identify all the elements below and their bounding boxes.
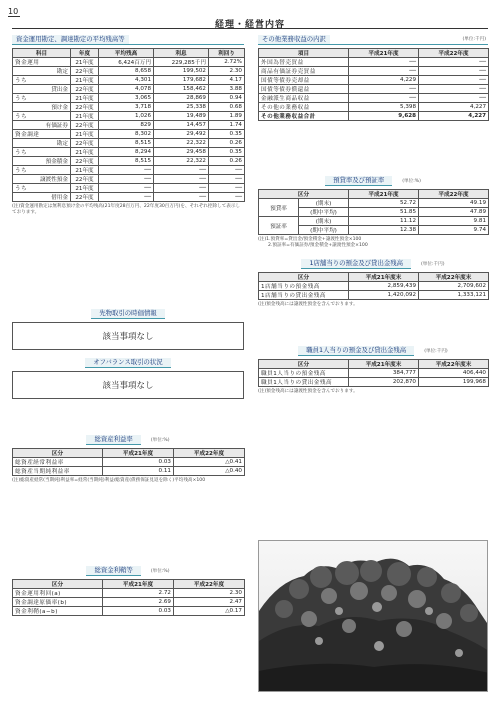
avg-balance-interest: 19,489 — [154, 112, 209, 121]
spread-value-y21: 2.69 — [103, 598, 174, 607]
deposit-ratio-table — [258, 189, 489, 235]
other-income-header-2: 平成22年度 — [419, 49, 489, 58]
avg-balance-year: 21年度 — [71, 148, 99, 157]
per-staff-value-y22: 199,968 — [419, 378, 489, 387]
other-income-value-y22: ── — [419, 85, 489, 94]
table-row — [13, 148, 245, 157]
table-row — [259, 291, 489, 300]
avg-balance-interest: ── — [154, 193, 209, 202]
avg-balance-balance: ── — [99, 175, 154, 184]
avg-balance-header-0: 科目 — [13, 49, 71, 58]
avg-balance-balance: 8,294 — [99, 148, 154, 157]
table-row — [13, 607, 245, 616]
avg-balance-balance: 4,301 — [99, 76, 154, 85]
table-row — [259, 369, 489, 378]
other-income-value-y21: 5,398 — [349, 103, 419, 112]
table-row — [259, 199, 489, 208]
other-income-total-y22: 4,227 — [419, 112, 489, 121]
deposit-ratio-header-0: 区分 — [259, 190, 349, 199]
deposit-ratio-unit: (単位:%) — [402, 179, 421, 184]
avg-balance-yield: 0.94 — [209, 94, 245, 103]
deposit-ratio-section — [258, 175, 488, 249]
avg-balance-row-label: 預金積金 — [13, 157, 71, 166]
spread-value-y22: △0.17 — [174, 607, 245, 616]
avg-balance-interest: 179,682 — [154, 76, 209, 85]
avg-balance-yield: ── — [209, 166, 245, 175]
per-store-header-2: 平成22年度末 — [419, 273, 489, 282]
avg-balance-yield: 0.26 — [209, 139, 245, 148]
table-row — [13, 112, 245, 121]
per-store-value-y22: 2,709,602 — [419, 282, 489, 291]
table-row — [13, 184, 245, 193]
roa-header — [12, 434, 244, 445]
page-number: 10 — [8, 7, 19, 16]
avg-balance-year: 21年度 — [71, 76, 99, 85]
table-row — [13, 598, 245, 607]
deposit-ratio-group-label: 預貸率 — [259, 199, 299, 217]
deposit-ratio-value-y22: 47.89 — [419, 208, 489, 217]
roa-header-2: 平成22年度 — [174, 449, 245, 458]
avg-balance-yield: 0.68 — [209, 103, 245, 112]
avg-balance-row-label: うち — [13, 112, 71, 121]
avg-balance-balance: 3,065 — [99, 94, 154, 103]
deposit-ratio-header — [258, 175, 488, 186]
avg-balance-row-label: 譲渡性預金 — [13, 175, 71, 184]
deposit-ratio-value-y21: 11.12 — [349, 217, 419, 226]
per-store-row-label: 1店舗当りの預金残高 — [259, 282, 349, 291]
per-store-value-y22: 1,333,121 — [419, 291, 489, 300]
per-staff-row-label: 職員1人当りの預金残高 — [259, 369, 349, 378]
forest-photo — [258, 540, 488, 692]
per-staff-value-y21: 202,870 — [349, 378, 419, 387]
avg-balance-yield: ── — [209, 184, 245, 193]
deposit-ratio-title: 預貸率及び預証率 — [325, 176, 392, 186]
avg-balance-balance: 829 — [99, 121, 154, 130]
avg-balance-balance: ── — [99, 193, 154, 202]
roa-value-y22: △0.41 — [174, 458, 245, 467]
roa-title: 総資産利益率 — [86, 435, 140, 445]
avg-balance-row-label: うち — [13, 184, 71, 193]
other-income-value-y22: ── — [419, 58, 489, 67]
avg-balance-row-label: うち — [13, 148, 71, 157]
avg-balance-interest: 199,502 — [154, 67, 209, 76]
roa-value-y21: 0.03 — [103, 458, 174, 467]
avg-balance-yield: ── — [209, 175, 245, 184]
per-store-value-y21: 1,420,092 — [349, 291, 419, 300]
avg-balance-yield: 2.30 — [209, 67, 245, 76]
deposit-ratio-value-y21: 12.38 — [349, 226, 419, 235]
spread-header-2: 平成22年度 — [174, 580, 245, 589]
roa-value-y22: △0.40 — [174, 467, 245, 476]
other-income-row-label: 国債等債券償還益 — [259, 85, 349, 94]
other-income-row-label: 外国為替売買益 — [259, 58, 349, 67]
avg-balance-year: 22年度 — [71, 121, 99, 130]
avg-balance-year: 21年度 — [71, 166, 99, 175]
avg-balance-interest: 28,869 — [154, 94, 209, 103]
avg-balance-row-label: 預け金 — [13, 103, 71, 112]
avg-balance-balance: 4,078 — [99, 85, 154, 94]
avg-balance-row-label: うち — [13, 94, 71, 103]
avg-balance-yield: 1.89 — [209, 112, 245, 121]
avg-balance-interest: 29,492 — [154, 130, 209, 139]
avg-balance-yield: 1.74 — [209, 121, 245, 130]
table-row — [259, 76, 489, 85]
avg-balance-title: 資金運用勘定、調達勘定の平均残高等 — [12, 35, 129, 44]
per-store-header — [258, 258, 488, 269]
avg-balance-interest: 22,322 — [154, 139, 209, 148]
deposit-ratio-sub-label: (期中平均) — [299, 208, 349, 217]
avg-balance-yield: 3.88 — [209, 85, 245, 94]
table-row — [13, 589, 245, 598]
other-income-row-label: 金融派生商品収益 — [259, 94, 349, 103]
table-row — [13, 175, 245, 184]
table-row — [13, 139, 245, 148]
avg-balance-balance: 8,515 — [99, 157, 154, 166]
futures-body: 該当事項なし — [12, 322, 244, 350]
avg-balance-year: 22年度 — [71, 175, 99, 184]
avg-balance-yield: ── — [209, 193, 245, 202]
other-income-total-y21: 9,628 — [349, 112, 419, 121]
avg-balance-interest: 14,457 — [154, 121, 209, 130]
spread-value-y22: 2.47 — [174, 598, 245, 607]
futures-section — [12, 308, 244, 350]
roa-note: (注)総資産経常(当期純)利益率=経常(当期純)利益/総資産(債務保証見返を除く)平均残高×100 — [12, 478, 206, 483]
avg-balance-year: 22年度 — [71, 193, 99, 202]
avg-balance-year: 22年度 — [71, 157, 99, 166]
deposit-ratio-sub-label: (期中平均) — [299, 226, 349, 235]
avg-balance-row-label: 勘定 — [13, 67, 71, 76]
table-row — [13, 67, 245, 76]
per-staff-header-2: 平成22年度末 — [419, 360, 489, 369]
table-row — [13, 103, 245, 112]
per-store-header-0: 区分 — [259, 273, 349, 282]
deposit-ratio-group-label: 預証率 — [259, 217, 299, 235]
per-store-note: (注)預金残高には譲渡性預金を含んでおります。 — [258, 302, 358, 307]
other-income-value-y22: 4,227 — [419, 103, 489, 112]
other-income-value-y22: ── — [419, 94, 489, 103]
per-store-value-y21: 2,859,439 — [349, 282, 419, 291]
table-row — [259, 103, 489, 112]
spread-table — [12, 579, 245, 616]
avg-balance-yield: 0.35 — [209, 148, 245, 157]
avg-balance-header-1: 年度 — [71, 49, 99, 58]
deposit-ratio-sub-label: (期末) — [299, 199, 349, 208]
per-staff-header-0: 区分 — [259, 360, 349, 369]
per-store-header-1: 平成21年度末 — [349, 273, 419, 282]
avg-balance-interest: 229,285千円 — [154, 58, 209, 67]
avg-balance-row-label: 勘定 — [13, 139, 71, 148]
per-store-unit: (単位:千円) — [421, 262, 445, 267]
roa-unit: (単位:%) — [150, 438, 170, 443]
spread-unit: (単位:%) — [150, 569, 170, 574]
per-staff-header-1: 平成21年度末 — [349, 360, 419, 369]
avg-balance-year: 21年度 — [71, 184, 99, 193]
avg-balance-interest: ── — [154, 184, 209, 193]
avg-balance-note: (注)資金運用勘定は無利息預け金の平均残高(21年度28百万円、22年度30百万円)を、それぞれ控除して表示しております。 — [12, 204, 241, 216]
avg-balance-section — [12, 35, 244, 216]
spread-header-1: 平成21年度 — [103, 580, 174, 589]
other-income-row-label: その他の業務収益 — [259, 103, 349, 112]
other-income-value-y22: ── — [419, 67, 489, 76]
spread-row-label: 資金利鞘(a−b) — [13, 607, 103, 616]
avg-balance-row-label: 貸出金 — [13, 85, 71, 94]
roa-header-1: 平成21年度 — [103, 449, 174, 458]
avg-balance-balance: ── — [99, 166, 154, 175]
avg-balance-balance: 8,302 — [99, 130, 154, 139]
avg-balance-interest: 25,338 — [154, 103, 209, 112]
spread-title: 総資金利鞘等 — [86, 566, 140, 576]
deposit-ratio-value-y22: 49.19 — [419, 199, 489, 208]
other-income-value-y21: 4,229 — [349, 76, 419, 85]
avg-balance-year: 21年度 — [71, 130, 99, 139]
spread-section — [12, 565, 244, 616]
spread-row-label: 資金運用利回(a) — [13, 589, 103, 598]
avg-balance-header-4: 利回り — [209, 49, 245, 58]
avg-balance-balance: 6,424百万円 — [99, 58, 154, 67]
deposit-ratio-value-y22: 9.74 — [419, 226, 489, 235]
deposit-ratio-header-2: 平成22年度 — [419, 190, 489, 199]
per-staff-value-y21: 384,777 — [349, 369, 419, 378]
other-income-row-label: 国債等債券売却益 — [259, 76, 349, 85]
avg-balance-balance: ── — [99, 184, 154, 193]
avg-balance-interest: 158,462 — [154, 85, 209, 94]
avg-balance-interest: 22,322 — [154, 157, 209, 166]
avg-balance-header-3: 利息 — [154, 49, 209, 58]
spread-row-label: 資金調達原価率(b) — [13, 598, 103, 607]
avg-balance-year: 22年度 — [71, 103, 99, 112]
table-row — [259, 282, 489, 291]
avg-balance-interest: ── — [154, 175, 209, 184]
avg-balance-header-2: 平均残高 — [99, 49, 154, 58]
avg-balance-row-label: うち — [13, 166, 71, 175]
off-balance-section — [12, 357, 244, 399]
table-row — [13, 130, 245, 139]
deposit-ratio-note: 2.預証率=有価証券/預金積金+譲渡性預金×100 — [268, 243, 368, 249]
avg-balance-balance: 8,658 — [99, 67, 154, 76]
table-row — [259, 217, 489, 226]
avg-balance-year: 22年度 — [71, 85, 99, 94]
avg-balance-row-label: 有価証券 — [13, 121, 71, 130]
avg-balance-yield: 0.26 — [209, 157, 245, 166]
table-row — [13, 94, 245, 103]
avg-balance-balance: 3,718 — [99, 103, 154, 112]
table-row — [13, 193, 245, 202]
table-row — [13, 467, 245, 476]
avg-balance-row-label: 資金運用 — [13, 58, 71, 67]
per-store-section — [258, 258, 488, 308]
avg-balance-year: 21年度 — [71, 58, 99, 67]
total-row — [259, 112, 489, 121]
per-store-table — [258, 272, 489, 300]
other-income-value-y22: ── — [419, 76, 489, 85]
spread-value-y21: 2.72 — [103, 589, 174, 598]
table-row — [13, 58, 245, 67]
avg-balance-balance: 8,515 — [99, 139, 154, 148]
other-income-header-0: 項目 — [259, 49, 349, 58]
title-rule — [12, 28, 488, 29]
avg-balance-header — [12, 35, 244, 45]
deposit-ratio-header-1: 平成21年度 — [349, 190, 419, 199]
avg-balance-yield: 0.35 — [209, 130, 245, 139]
spread-value-y22: 2.30 — [174, 589, 245, 598]
avg-balance-row-label: 借用金 — [13, 193, 71, 202]
futures-header — [12, 308, 244, 319]
avg-balance-interest: 29,458 — [154, 148, 209, 157]
other-income-row-label: 商品有価証券売買益 — [259, 67, 349, 76]
other-income-table — [258, 48, 489, 121]
roa-row-label: 総資産経常利益率 — [13, 458, 103, 467]
off-balance-header — [12, 357, 244, 368]
avg-balance-balance: 1,026 — [99, 112, 154, 121]
other-income-header — [258, 35, 488, 45]
avg-balance-year: 21年度 — [71, 94, 99, 103]
forest-photo-image — [259, 541, 488, 692]
avg-balance-year: 22年度 — [71, 139, 99, 148]
avg-balance-year: 21年度 — [71, 112, 99, 121]
other-income-value-y21: ── — [349, 85, 419, 94]
table-row — [13, 458, 245, 467]
per-store-row-label: 1店舗当りの貸出金残高 — [259, 291, 349, 300]
roa-header-0: 区分 — [13, 449, 103, 458]
deposit-ratio-value-y21: 51.85 — [349, 208, 419, 217]
table-row — [13, 157, 245, 166]
off-balance-title: オフバランス取引の状況 — [85, 358, 170, 368]
per-staff-unit: (単位:千円) — [424, 349, 448, 354]
per-staff-note: (注)預金残高には譲渡性預金を含んでおります。 — [258, 389, 358, 394]
spread-header — [12, 565, 244, 576]
table-row — [259, 85, 489, 94]
per-staff-section — [258, 345, 488, 395]
spread-header-0: 区分 — [13, 580, 103, 589]
deposit-ratio-sub-label: (期末) — [299, 217, 349, 226]
per-staff-header — [258, 345, 488, 356]
other-income-value-y21: ── — [349, 67, 419, 76]
deposit-ratio-note: (注)1.預貸率=貸出金/預金積金+譲渡性預金×100 — [258, 237, 362, 242]
table-row — [13, 121, 245, 130]
avg-balance-interest: ── — [154, 166, 209, 175]
other-income-value-y21: ── — [349, 94, 419, 103]
page-title: 経理・経営内容 — [214, 20, 285, 30]
per-staff-row-label: 職員1人当りの貸出金残高 — [259, 378, 349, 387]
roa-value-y21: 0.11 — [103, 467, 174, 476]
table-row — [259, 58, 489, 67]
avg-balance-yield: 4.17 — [209, 76, 245, 85]
table-row — [259, 67, 489, 76]
other-income-value-y21: ── — [349, 58, 419, 67]
table-row — [259, 94, 489, 103]
other-income-unit: (単位:千円) — [462, 37, 486, 42]
per-store-title: 1店舗当りの預金及び貸出金残高 — [301, 259, 411, 269]
avg-balance-row-label: 資金調達 — [13, 130, 71, 139]
other-income-title: その他業務収益の内訳 — [258, 35, 330, 44]
futures-title: 先物取引の時価情報 — [91, 309, 165, 319]
other-income-total-label: その他業務収益合計 — [259, 112, 349, 121]
roa-row-label: 総資産当期純利益率 — [13, 467, 103, 476]
per-staff-value-y22: 406,440 — [419, 369, 489, 378]
off-balance-body: 該当事項なし — [12, 371, 244, 399]
avg-balance-table — [12, 48, 245, 202]
avg-balance-yield: 2.72% — [209, 58, 245, 67]
table-row — [13, 166, 245, 175]
roa-section — [12, 434, 244, 484]
avg-balance-year: 22年度 — [71, 67, 99, 76]
per-staff-title: 職員1人当りの預金及び貸出金残高 — [298, 346, 414, 356]
roa-table — [12, 448, 245, 476]
spread-value-y21: 0.03 — [103, 607, 174, 616]
avg-balance-row-label: うち — [13, 76, 71, 85]
deposit-ratio-value-y21: 52.72 — [349, 199, 419, 208]
per-staff-table — [258, 359, 489, 387]
other-income-header-1: 平成21年度 — [349, 49, 419, 58]
table-row — [259, 378, 489, 387]
table-row — [13, 76, 245, 85]
table-row — [13, 85, 245, 94]
deposit-ratio-value-y22: 9.81 — [419, 217, 489, 226]
other-income-section — [258, 35, 488, 121]
